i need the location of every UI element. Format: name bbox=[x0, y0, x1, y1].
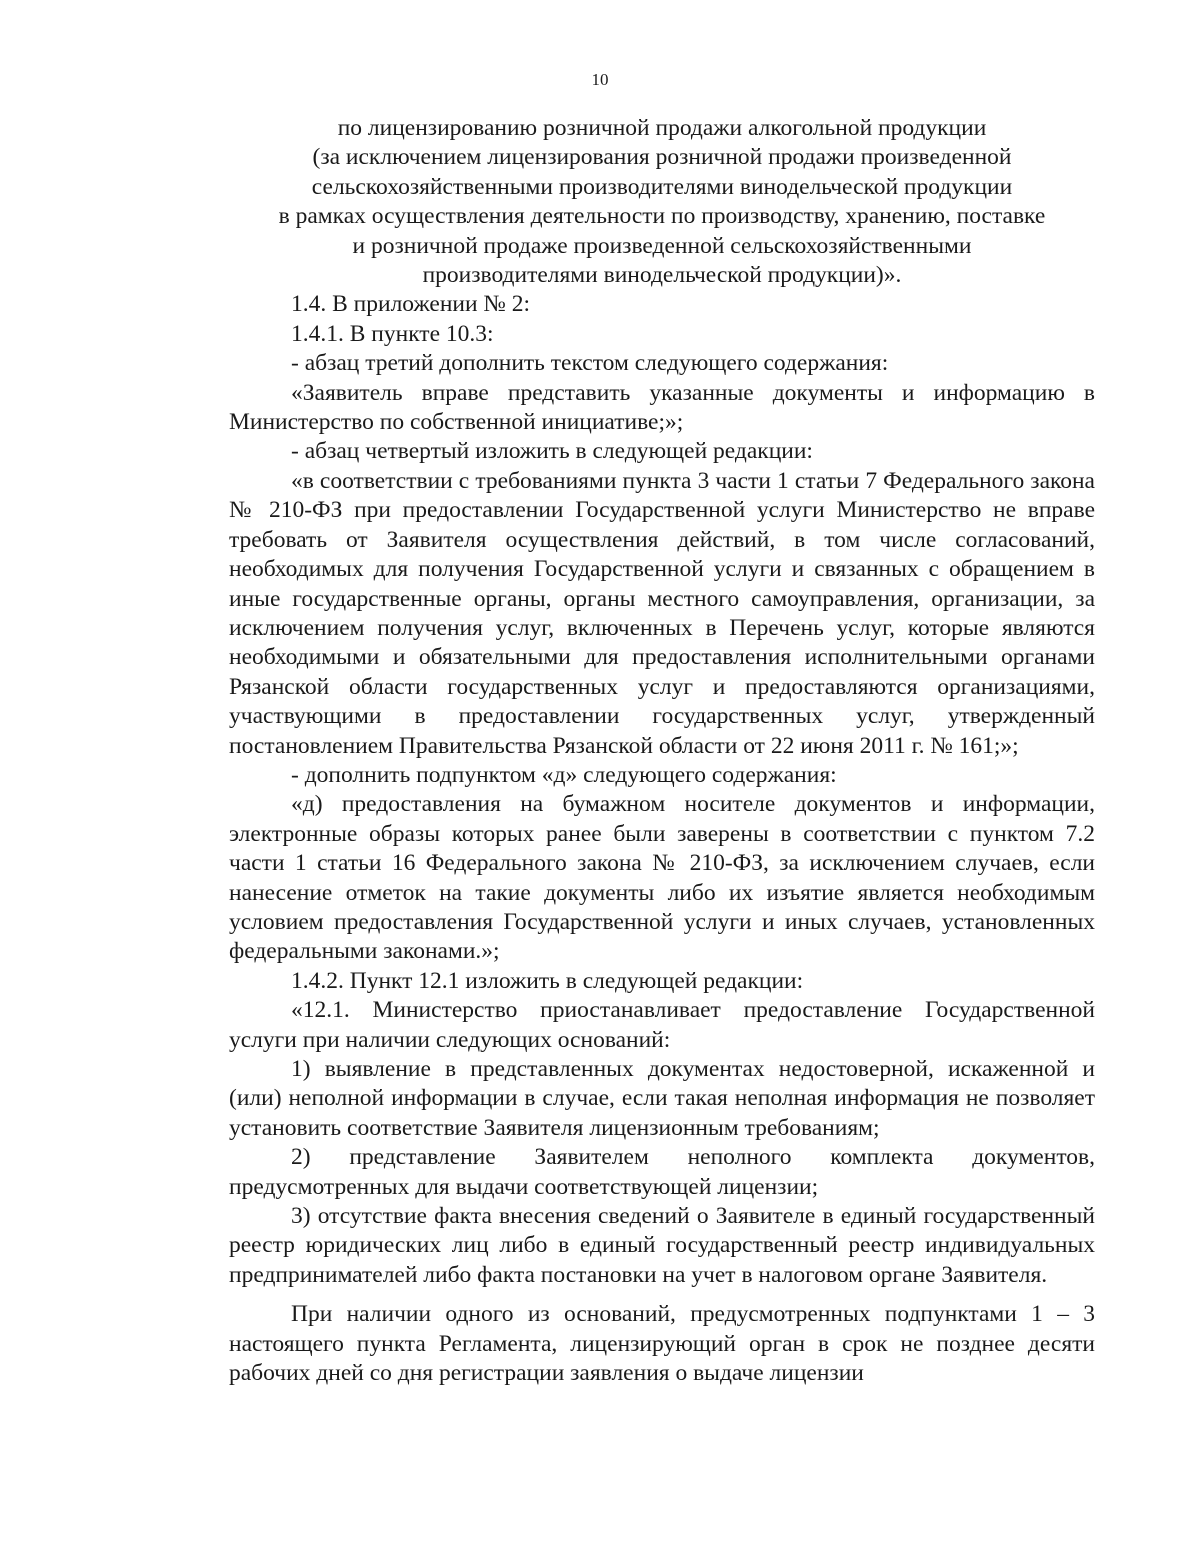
paragraph-pri-nalichii: При наличии одного из оснований, предусмотренных подпунктами 1 – 3 настоящего пункта Регламента, лицензирующий орган в срок не позднее десяти рабочих дней со дня регистрации заявления о выдаче лицензии bbox=[229, 1301, 1095, 1387]
paragraph-osnovanie-3: 3) отсутствие факта внесения сведений о Заявителе в единый государственный реестр юридических лиц либо в единый государственный реестр индивидуальных предпринимателей либо факта постановки на учет в налоговом органе Заявителя. bbox=[229, 1203, 1095, 1288]
paragraph-osnovanie-1: 1) выявление в представленных документах недостоверной, искаженной и (или) неполной информации в случае, если такая неполная информация не позволяет установить соответствие Заявителя лицензионным требованиям; bbox=[229, 1056, 1095, 1141]
paragraph-podpunkt-d: «д) предоставления на бумажном носителе документов и информации, электронные образы которых ранее были заверены в соответствии с пунктом 7.2 части 1 статьи 16 Федерального закона № 210-ФЗ, за исключением случаев, если нанесение отметок на такие документы либо их изъятие является необходимым условием предоставления Государственной услуги и иных случаев, установленных федеральными законами.»; bbox=[229, 791, 1095, 965]
heading-line: (за исключением лицензирования розничной продажи произведенной bbox=[312, 144, 1012, 171]
heading-line: сельскохозяйственными производителями винодельческой продукции bbox=[311, 173, 1013, 200]
paragraph-v-sootvetstvii: «в соответствии с требованиями пункта 3 части 1 статьи 7 Федерального закона № 210-ФЗ при предоставлении Государственной услуги Министерство не вправе требовать от Заявителя осуществления действий, в том числе согласований, необходимых для получения Государственной услуги и связанных с обращением в иные государственные органы, органы местного самоуправления, организации, за исключением получения услуг, включенных в Перечень услуг, которые являются необходимыми и обязательными для предоставления исполнительными органами Рязанской области государственных услуг и предоставляются организациями, участвующими в предоставлении государственных услуг, утвержденный постановлением Правительства Рязанской области от 22 июня 2011 г. № 161;»; bbox=[229, 467, 1095, 759]
paragraph-12-1: «12.1. Министерство приостанавливает предоставление Государственной услуги при наличии следующих оснований: bbox=[229, 997, 1095, 1053]
paragraph-1-4: 1.4. В приложении № 2: bbox=[291, 291, 531, 318]
paragraph-abzac-chetvertyy: - абзац четвертый изложить в следующей редакции: bbox=[291, 438, 813, 465]
heading-line: и розничной продаже произведенной сельскохозяйственными bbox=[352, 232, 972, 259]
paragraph-osnovanie-2: 2) представление Заявителем неполного комплекта документов, предусмотренных для выдачи соответствующей лицензии; bbox=[229, 1144, 1095, 1200]
document-body bbox=[229, 114, 1095, 1388]
heading-line: производителями винодельческой продукции)». bbox=[422, 262, 902, 289]
paragraph-zayavitel-vprave: «Заявитель вправе представить указанные документы и информацию в Министерство по собственной инициативе;»; bbox=[229, 379, 1095, 436]
paragraph-dopolnit-podpunktom: - дополнить подпунктом «д» следующего содержания: bbox=[291, 761, 837, 788]
heading-line: по лицензированию розничной продажи алкогольной продукции bbox=[337, 115, 987, 141]
heading-block bbox=[229, 114, 1095, 290]
paragraph-abzac-tretiy: - абзац третий дополнить текстом следующего содержания: bbox=[291, 350, 889, 377]
heading-line: в рамках осуществления деятельности по производству, хранению, поставке bbox=[278, 203, 1046, 230]
page-number: 10 bbox=[591, 70, 609, 89]
paragraph-1-4-2: 1.4.2. Пункт 12.1 изложить в следующей редакции: bbox=[291, 967, 804, 994]
paragraph-1-4-1: 1.4.1. В пункте 10.3: bbox=[291, 320, 494, 347]
